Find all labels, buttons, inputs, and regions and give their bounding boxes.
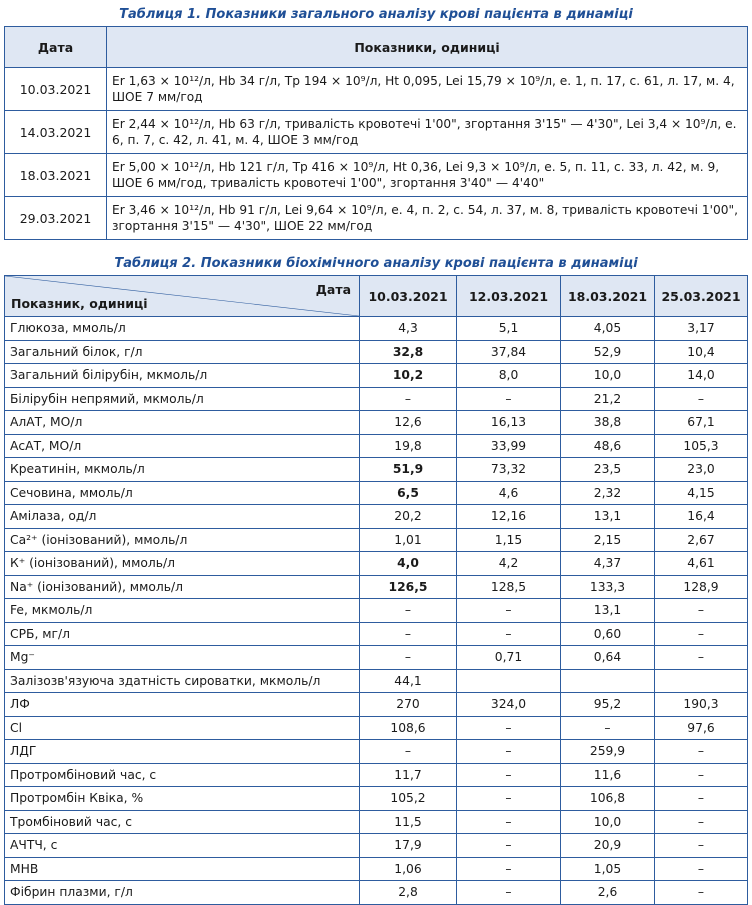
- table-row: [5, 111, 748, 154]
- indicator-name: СРБ, мг/л: [5, 622, 360, 646]
- corner-indicator-label: Показник, одиниці: [11, 296, 148, 311]
- indicator-value: 20,9: [561, 834, 655, 858]
- indicator-value: 133,3: [561, 575, 655, 599]
- indicator-value: –: [360, 740, 457, 764]
- table-row: [5, 340, 748, 364]
- indicator-value: 21,2: [561, 387, 655, 411]
- indicator-value: –: [360, 622, 457, 646]
- table-row: [5, 481, 748, 505]
- table-row: [5, 622, 748, 646]
- indicator-value: 12,16: [457, 505, 561, 529]
- table-row: [5, 154, 748, 197]
- indicator-name: Креатинін, мкмоль/л: [5, 458, 360, 482]
- indicator-value: –: [655, 787, 748, 811]
- indicator-name: К⁺ (іонізований), ммоль/л: [5, 552, 360, 576]
- indicator-value: 10,0: [561, 364, 655, 388]
- indicator-value: 11,7: [360, 763, 457, 787]
- row-indicators: Er 3,46 × 10¹²/л, Hb 91 г/л, Lei 9,64 × 10⁹/л, е. 4, п. 2, с. 54, л. 37, м. 8, тривалість кровотечі 1'00", згортання 3'15" — 4'30", ШОЕ 22 мм/год: [107, 197, 748, 240]
- indicator-value: 6,5: [360, 481, 457, 505]
- date-header: 25.03.2021: [655, 276, 748, 317]
- indicator-value: –: [457, 810, 561, 834]
- indicator-value: 44,1: [360, 669, 457, 693]
- indicator-value: 126,5: [360, 575, 457, 599]
- indicator-value: –: [457, 881, 561, 905]
- indicator-value: –: [655, 599, 748, 623]
- indicator-name: Mg⁻: [5, 646, 360, 670]
- indicator-value: –: [655, 810, 748, 834]
- indicator-value: 324,0: [457, 693, 561, 717]
- corner-date-label: Дата: [315, 282, 351, 297]
- table-row: [5, 364, 748, 388]
- indicator-value: 12,6: [360, 411, 457, 435]
- indicator-value: 106,8: [561, 787, 655, 811]
- indicator-value: 23,5: [561, 458, 655, 482]
- indicator-value: 4,3: [360, 317, 457, 341]
- indicator-value: 4,2: [457, 552, 561, 576]
- table2-caption: Таблиця 2. Показники біохімічного аналізу крові пацієнта в динаміці: [114, 256, 638, 271]
- date-header: 18.03.2021: [561, 276, 655, 317]
- indicator-name: Са²⁺ (іонізований), ммоль/л: [5, 528, 360, 552]
- table-row: [5, 599, 748, 623]
- indicator-value: –: [457, 857, 561, 881]
- table-row: [5, 834, 748, 858]
- indicator-value: 97,6: [655, 716, 748, 740]
- indicator-value: 0,60: [561, 622, 655, 646]
- table-row: [5, 411, 748, 435]
- indicator-value: –: [457, 834, 561, 858]
- table-row: [5, 763, 748, 787]
- indicator-value: 4,6: [457, 481, 561, 505]
- indicator-value: 2,32: [561, 481, 655, 505]
- indicator-value: –: [655, 857, 748, 881]
- indicator-name: Cl: [5, 716, 360, 740]
- indicator-value: 8,0: [457, 364, 561, 388]
- table-row: [5, 197, 748, 240]
- biochemistry-table: [4, 275, 748, 905]
- indicator-value: –: [457, 599, 561, 623]
- blood-count-table: [4, 26, 748, 240]
- row-indicators: Er 1,63 × 10¹²/л, Hb 34 г/л, Tp 194 × 10⁹/л, Ht 0,095, Lei 15,79 × 10⁹/л, е. 1, п. 17, с. 61, л. 17, м. 4, ШОЕ 7 мм/год: [107, 68, 748, 111]
- indicator-value: 4,05: [561, 317, 655, 341]
- indicator-value: 270: [360, 693, 457, 717]
- indicator-value: –: [655, 834, 748, 858]
- indicator-value: 1,06: [360, 857, 457, 881]
- indicator-value: 5,1: [457, 317, 561, 341]
- corner-header: [5, 276, 360, 317]
- table-row: [5, 528, 748, 552]
- indicator-name: МНВ: [5, 857, 360, 881]
- indicator-name: Глюкоза, ммоль/л: [5, 317, 360, 341]
- date-header: 10.03.2021: [360, 276, 457, 317]
- indicator-name: Тромбіновий час, с: [5, 810, 360, 834]
- date-column-header: Дата: [5, 27, 107, 68]
- table1-caption: Таблиця 1. Показники загального аналізу крові пацієнта в динаміці: [119, 7, 633, 22]
- indicator-name: АЧТЧ, с: [5, 834, 360, 858]
- indicator-value: –: [457, 716, 561, 740]
- indicator-value: –: [655, 740, 748, 764]
- table-row: [5, 387, 748, 411]
- indicator-value: 32,8: [360, 340, 457, 364]
- indicator-name: Амілаза, од/л: [5, 505, 360, 529]
- indicator-value: 128,5: [457, 575, 561, 599]
- indicator-value: 4,37: [561, 552, 655, 576]
- indicator-value: –: [457, 622, 561, 646]
- indicator-value: 23,0: [655, 458, 748, 482]
- indicator-value: –: [360, 646, 457, 670]
- indicator-value: [561, 669, 655, 693]
- row-date: 10.03.2021: [5, 68, 107, 111]
- row-indicators: Er 5,00 × 10¹²/л, Hb 121 г/л, Tp 416 × 10⁹/л, Ht 0,36, Lei 9,3 × 10⁹/л, е. 5, п. 11, с. 33, л. 42, м. 9, ШОЕ 6 мм/год, тривалість кровотечі 1'00", згортання 3'40" — 4'40": [107, 154, 748, 197]
- indicator-value: 10,2: [360, 364, 457, 388]
- indicator-value: 105,2: [360, 787, 457, 811]
- indicator-value: 1,01: [360, 528, 457, 552]
- indicator-value: [655, 669, 748, 693]
- indicator-value: –: [655, 881, 748, 905]
- table-row: [5, 552, 748, 576]
- indicator-value: 10,0: [561, 810, 655, 834]
- indicator-value: 17,9: [360, 834, 457, 858]
- indicator-name: ЛДГ: [5, 740, 360, 764]
- indicator-value: 52,9: [561, 340, 655, 364]
- indicator-value: 11,5: [360, 810, 457, 834]
- table-row: [5, 740, 748, 764]
- indicator-value: 13,1: [561, 599, 655, 623]
- table-row: [5, 317, 748, 341]
- row-date: 29.03.2021: [5, 197, 107, 240]
- indicator-value: 4,61: [655, 552, 748, 576]
- indicator-value: –: [561, 716, 655, 740]
- indicator-value: 190,3: [655, 693, 748, 717]
- table-row: [5, 575, 748, 599]
- indicator-value: –: [655, 646, 748, 670]
- table-row: [5, 646, 748, 670]
- table-row: [5, 68, 748, 111]
- indicator-value: 16,13: [457, 411, 561, 435]
- indicator-value: 67,1: [655, 411, 748, 435]
- indicator-value: –: [360, 387, 457, 411]
- indicator-value: 20,2: [360, 505, 457, 529]
- indicator-value: 48,6: [561, 434, 655, 458]
- indicator-value: 1,05: [561, 857, 655, 881]
- indicator-value: –: [655, 763, 748, 787]
- indicator-name: Залізозв'язуюча здатність сироватки, мкмоль/л: [5, 669, 360, 693]
- table-row: [5, 787, 748, 811]
- indicator-value: –: [457, 787, 561, 811]
- indicator-value: 95,2: [561, 693, 655, 717]
- indicator-value: 14,0: [655, 364, 748, 388]
- indicator-value: 19,8: [360, 434, 457, 458]
- indicator-value: 11,6: [561, 763, 655, 787]
- indicator-value: 16,4: [655, 505, 748, 529]
- indicator-value: 108,6: [360, 716, 457, 740]
- indicator-name: Fe, мкмоль/л: [5, 599, 360, 623]
- indicator-value: –: [457, 387, 561, 411]
- indicator-value: 33,99: [457, 434, 561, 458]
- table-row: [5, 505, 748, 529]
- indicator-value: –: [655, 387, 748, 411]
- indicator-value: 51,9: [360, 458, 457, 482]
- indicator-value: –: [360, 599, 457, 623]
- row-indicators: Er 2,44 × 10¹²/л, Hb 63 г/л, тривалість кровотечі 1'00", згортання 3'15" — 4'30", Lei 3,4 × 10⁹/л, е. 6, п. 7, с. 42, л. 41, м. 4, ШОЕ 3 мм/год: [107, 111, 748, 154]
- date-header: 12.03.2021: [457, 276, 561, 317]
- indicator-name: АсАТ, МО/л: [5, 434, 360, 458]
- table-row: [5, 669, 748, 693]
- row-date: 14.03.2021: [5, 111, 107, 154]
- indicator-value: 105,3: [655, 434, 748, 458]
- indicator-name: АлАТ, МО/л: [5, 411, 360, 435]
- indicator-value: –: [457, 740, 561, 764]
- indicator-value: 13,1: [561, 505, 655, 529]
- table-row: [5, 810, 748, 834]
- indicator-value: –: [457, 763, 561, 787]
- table-row: [5, 881, 748, 905]
- indicator-name: Загальний білок, г/л: [5, 340, 360, 364]
- indicator-name: Протромбін Квіка, %: [5, 787, 360, 811]
- table-row: [5, 716, 748, 740]
- indicator-name: Загальний білірубін, мкмоль/л: [5, 364, 360, 388]
- indicator-value: 259,9: [561, 740, 655, 764]
- indicator-name: Протромбіновий час, с: [5, 763, 360, 787]
- indicator-value: 10,4: [655, 340, 748, 364]
- indicator-value: 0,64: [561, 646, 655, 670]
- table-row: [5, 458, 748, 482]
- indicator-value: 3,17: [655, 317, 748, 341]
- table-row: [5, 693, 748, 717]
- indicator-value: 37,84: [457, 340, 561, 364]
- indicator-name: Сечовина, ммоль/л: [5, 481, 360, 505]
- indicator-value: [457, 669, 561, 693]
- indicator-value: 73,32: [457, 458, 561, 482]
- row-date: 18.03.2021: [5, 154, 107, 197]
- indicator-value: 38,8: [561, 411, 655, 435]
- indicator-value: 0,71: [457, 646, 561, 670]
- table-row: [5, 857, 748, 881]
- indicator-value: 1,15: [457, 528, 561, 552]
- table-row: [5, 434, 748, 458]
- indicator-value: 4,15: [655, 481, 748, 505]
- indicator-value: 128,9: [655, 575, 748, 599]
- indicator-value: 2,67: [655, 528, 748, 552]
- indicator-name: Na⁺ (іонізований), ммоль/л: [5, 575, 360, 599]
- indicator-name: Білірубін непрямий, мкмоль/л: [5, 387, 360, 411]
- indicator-value: 2,8: [360, 881, 457, 905]
- indicator-value: 2,6: [561, 881, 655, 905]
- indicators-column-header: Показники, одиниці: [107, 27, 748, 68]
- indicator-name: ЛФ: [5, 693, 360, 717]
- indicator-value: 4,0: [360, 552, 457, 576]
- indicator-value: 2,15: [561, 528, 655, 552]
- indicator-name: Фібрин плазми, г/л: [5, 881, 360, 905]
- indicator-value: –: [655, 622, 748, 646]
